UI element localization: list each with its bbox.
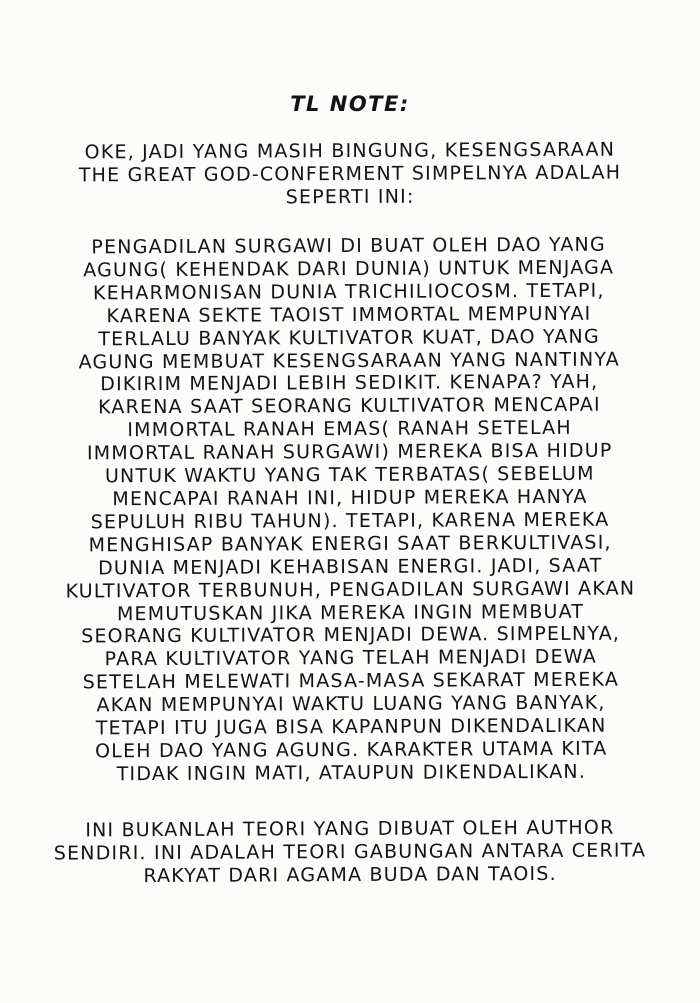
text-line: DUNIA MENJADI KEHABISAN ENERGI. JADI, SAAT bbox=[97, 554, 603, 580]
text-line: KARENA SAAT SEORANG KULTIVATOR MENCAPAI bbox=[98, 394, 601, 419]
text-line: OKE, JADI YANG MASIH BINGUNG, KESENGSARAAN bbox=[84, 138, 616, 164]
text-line: AGUNG( KEHENDAK DARI DUNIA) UNTUK MENJAGA bbox=[83, 256, 615, 282]
text-line: SETELAH MELEWATI MASA-MASA SEKARAT MEREKA bbox=[82, 668, 620, 694]
text-line: MENCAPAI RANAH INI, HIDUP MEREKA HANYA bbox=[112, 485, 588, 511]
text-line: KULTIVATOR TERBUNUH, PENGADILAN SURGAWI AKAN bbox=[65, 577, 636, 603]
body-paragraph bbox=[19, 233, 682, 786]
outro-paragraph bbox=[20, 816, 680, 888]
text-line: OLEH DAO YANG AGUNG. KARAKTER UTAMA KITA bbox=[95, 737, 608, 763]
note-title: TL NOTE: bbox=[290, 92, 410, 116]
text-line: KARENA SEKTE TAOIST IMMORTAL MEMPUNYAI bbox=[106, 302, 592, 327]
text-line: DIKIRIM MENJADI LEBIH SEDIKIT. KENAPA? YAH, bbox=[100, 371, 599, 396]
text-line: INI BUKANLAH TEORI YANG DIBUAT OLEH AUTHOR bbox=[85, 816, 615, 842]
text-line: SEPERTI INI: bbox=[285, 185, 415, 209]
text-line: IMMORTAL RANAH SURGAWI) MEREKA BISA HIDUP bbox=[86, 439, 613, 465]
text-line: TETAPI ITU JUGA BISA KAPANPUN DIKENDALIKAN bbox=[95, 714, 607, 740]
text-line: PARA KULTIVATOR YANG TELAH MENJADI DEWA bbox=[104, 646, 597, 671]
intro-paragraph bbox=[20, 138, 680, 210]
text-line: MENGHISAP BANYAK ENERGI SAAT BERKULTIVASI, bbox=[88, 531, 612, 557]
text-line: KEHARMONISAN DUNIA TRICHILIOCOSM. TETAPI, bbox=[92, 279, 605, 305]
text-line: PENGADILAN SURGAWI DI BUAT OLEH DAO YANG bbox=[91, 233, 606, 259]
text-line: IMMORTAL RANAH EMAS( RANAH SETELAH bbox=[127, 417, 572, 442]
text-line: AGUNG MEMBUAT KESENGSARAAN YANG NANTINYA bbox=[78, 348, 620, 373]
text-line: SENDIRI. INI ADALAH TEORI GABUNGAN ANTARA CERITA bbox=[53, 839, 647, 865]
text-line: RAKYAT DARI AGAMA BUDA DAN TAOIS. bbox=[143, 862, 557, 887]
text-line: TERLALU BANYAK KULTIVATOR KUAT, DAO YANG bbox=[98, 325, 600, 350]
text-line: UNTUK WAKTU YANG TAK TERBATAS( SEBELUM bbox=[104, 462, 595, 488]
text-line: THE GREAT GOD-CONFERMENT SIMPELNYA ADALAH bbox=[78, 161, 622, 187]
text-line: SEORANG KULTIVATOR MENJADI DEWA. SIMPELNYA, bbox=[81, 622, 621, 648]
text-line: AKAN MEMPUNYAI WAKTU LUANG YANG BANYAK, bbox=[96, 691, 606, 717]
text-line: MEMUTUSKAN JIKA MEREKA INGIN MEMBUAT bbox=[116, 600, 585, 625]
text-line: SEPULUH RIBU TAHUN). TETAPI, KARENA MEREKA bbox=[90, 508, 610, 534]
text-line: TIDAK INGIN MATI, ATAUPUN DIKENDALIKAN. bbox=[116, 760, 587, 786]
